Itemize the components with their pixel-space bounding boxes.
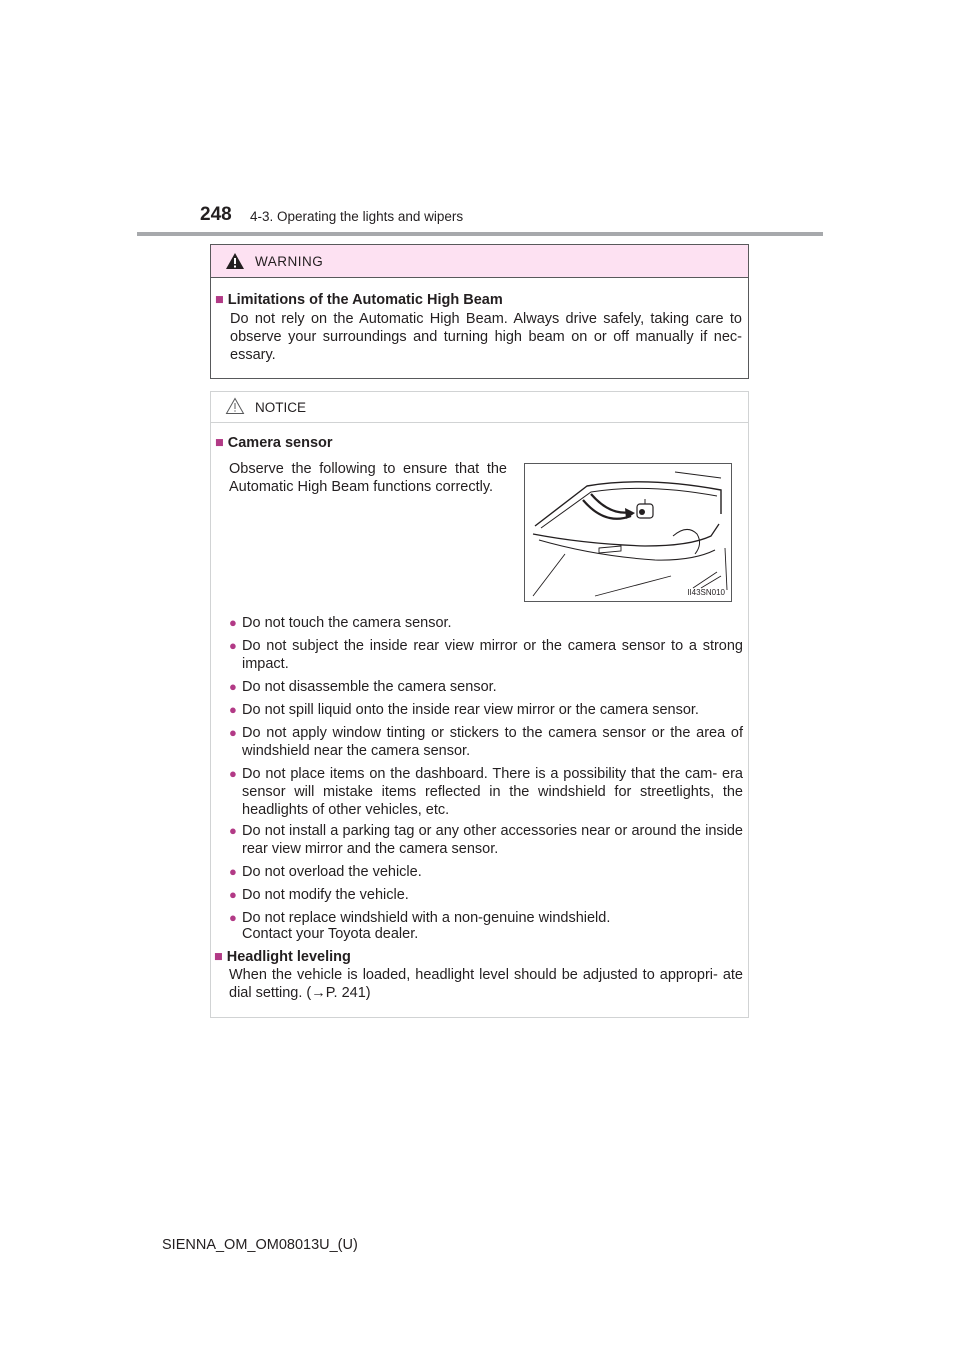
warning-box (210, 244, 749, 379)
section-title: 4-3. Operating the lights and wipers (250, 209, 464, 224)
footer-doc-code: SIENNA_OM_OM08013U_(U) (162, 1237, 358, 1253)
header-rule (137, 232, 823, 236)
list-item: ● Do not subject the inside rear view mirror or the camera sensor to a strong impact. (229, 638, 743, 672)
bullet-dot-icon: ● (229, 702, 237, 717)
square-bullet-icon: ■ (214, 949, 223, 965)
bullet-dot-icon: ● (229, 887, 237, 902)
bullet-dot-icon: ● (229, 638, 237, 653)
figure-code: II43SN010 (687, 588, 725, 597)
bullet-dot-icon: ● (229, 615, 237, 630)
square-bullet-icon: ■ (215, 435, 224, 451)
camera-intro: Observe the following to ensure that the Automatic High Beam functions correctly. (229, 461, 507, 495)
bullet-dot-icon: ● (229, 823, 237, 838)
list-item: ● Do not install a parking tag or any other accessories near or around the inside rear view mirror and the camera sensor. (229, 823, 743, 857)
bullet-dot-icon: ● (229, 725, 237, 740)
list-item-continuation: Contact your Toyota dealer. (242, 926, 419, 942)
bullet-dot-icon: ● (229, 910, 237, 925)
windshield-camera-figure (524, 463, 732, 602)
list-item: ● Do not touch the camera sensor. (229, 615, 452, 631)
headlight-leveling-body: When the vehicle is loaded, headlight level should be adjusted to appropri- ate dial setting. (→P. 241) (229, 967, 743, 1001)
windshield-illustration (525, 464, 731, 601)
headlight-leveling-heading: ■ Headlight leveling (214, 949, 351, 965)
page-number: 248 (200, 204, 232, 225)
bullet-dot-icon: ● (229, 766, 237, 781)
list-item: ● Do not spill liquid onto the inside rear view mirror or the camera sensor. (229, 702, 699, 718)
warning-heading: ■ Limitations of the Automatic High Beam (215, 292, 503, 308)
list-item: ● Do not overload the vehicle. (229, 864, 422, 880)
list-item: ● Do not modify the vehicle. (229, 887, 409, 903)
list-item: ● Do not apply window tinting or stickers to the camera sensor or the area of windshield near the camera sensor. (229, 725, 743, 759)
bullet-dot-icon: ● (229, 679, 237, 694)
notice-header (211, 392, 748, 423)
list-item: ● Do not replace windshield with a non-genuine windshield. (229, 910, 611, 926)
list-item: ● Do not disassemble the camera sensor. (229, 679, 497, 695)
bullet-dot-icon: ● (229, 864, 237, 879)
warning-label: WARNING (255, 254, 324, 269)
list-item: ● Do not place items on the dashboard. There is a possibility that the cam- era sensor will mistake items reflected in the windshield for streetlights, the headlights of other vehicles, etc. (229, 766, 743, 818)
notice-label: NOTICE (255, 400, 307, 415)
caution-triangle-icon (225, 397, 245, 415)
warning-triangle-icon (225, 252, 245, 270)
warning-body: Do not rely on the Automatic High Beam. Always drive safely, taking care to observe your surroundings and turning high beam on or off manually if nec- essary. (230, 311, 742, 363)
square-bullet-icon: ■ (215, 292, 224, 308)
page-header (0, 0, 960, 240)
warning-header (211, 245, 748, 278)
camera-sensor-heading: ■ Camera sensor (215, 435, 333, 451)
